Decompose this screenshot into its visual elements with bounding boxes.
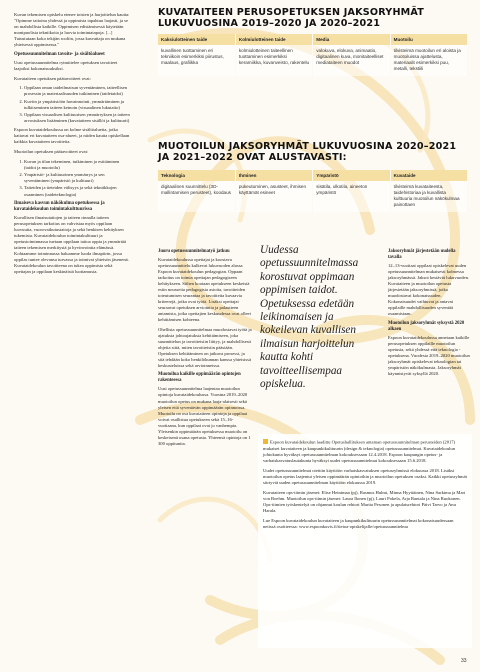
list-item: 3. Taiteiden ja tieteiden välisyys ja sekä tekniikkojen osaaminen (taideteknologia) xyxy=(24,185,130,197)
info-box xyxy=(258,434,472,648)
paragraph: Muotoilun opetuksen päätavoitteet ovat: xyxy=(14,149,89,155)
heading-design-groups-autumn: Muotoilun jaksoryhmät syksystä 2020 alkaen xyxy=(388,320,465,332)
table-header-row xyxy=(158,34,468,45)
info-paragraph: Kuvataiteen ops-tiimin jäsenet: Elise Heinimaa (pj), Rasmus Hulmi, Minna Hyytiäinen, Nina Sarkima ja Mari von Boehm. Muotoilun ops-tiimin jäsenet: Laura Ilonen (pj), Lauri Pokela, Arja Rantala ja Nina Ruokonen. Ops-tiimien työskentelyä on ohjannut koulun rehtori Marita Pesonen ja apulaisrehtori Päivi Tarvo ja Anu Harala. xyxy=(263,489,466,513)
page-number: 33 xyxy=(461,658,467,664)
heading-group-arrangement: Jaksoryhmät järjestetään uudella tavalla xyxy=(388,249,456,260)
info-paragraph: Uudet opetussuunnitelmat otettiin käyttöön varhaiskasvatuksen opetusryhmissä elokuussa 2018. Lisäksi muotoilun opetus laajentui yleisen oppimäärän opintoihin ja muotoilun opetuksen osaksi. Kaikki opetusryhmät siirtyvät uuden opetussuunnitelman käyttöön elokuussa 2019. xyxy=(263,467,467,485)
list-item: 3. Oppilaan visuaalisen kulttuurisen ymmärryksen ja taiteen arvostuksen lisääminen (kuvataiteen sisällöt ja kulttuurit) xyxy=(24,112,130,124)
table-cell: tilvisteimä kuvataiteesta, taidehistoriaa ja kuvallista kulttuuria muotoilun näkökulmaa painottaen xyxy=(390,181,467,212)
table-header-cell: Kuvataide xyxy=(390,170,467,181)
table-header-cell: Media xyxy=(313,34,390,45)
pull-quote: Uudessa opetussuunnitelmassa korostuvat oppimaan oppimisen taidot. Opetuksessa edetään leikinomaisen ja kokeilevan kuvallisen ilmaisun harjoittelun kautta kohti tavoitteellisempaa opiskelua. xyxy=(260,244,359,391)
paragraph: Uusi opetussuunnitelma laajentaa muotoilun opintoja kuvataidekoulussa. Vuosina 2019–2020 muotoilun opetus on mukana laaja-alaisesti sekä yleisen että syventävän oppimäärän opinnoissa. Muotoilu on osa kuvataiteen opintoja ja oppilaat voivat osallistua opetukseen sekä 15–16-vuotiaana, kun oppilaat ovat jo vanhempia. Yleisenkin oppimäärän opetuksessa muotoilu on keskeisenä osana opetusta. Yhteensä opintoja on 1 300 oppituntia. xyxy=(158,386,251,446)
heading-curriculum-areas: Opetussuunnitelman tavoite- ja sisältöalueet xyxy=(14,52,105,58)
table-header-cell: Ihminen xyxy=(235,170,312,181)
list-item: 2. Ympäristö- ja kulttuurinen ymmärrys ja sen syventäminen (ympäristö ja kulttuuri) xyxy=(24,172,130,184)
table-cell: kuvallinen tuottaminen eri tekniikoin esimerkiksi piirustus, maalaus, grafiikka xyxy=(158,45,235,76)
table-cell: valokuva, elokuva, animaatio, digitaalinen kuva, monitaiteelliset mediataiteen muodot xyxy=(313,45,390,76)
table-cell: sisätila, ulkotila, aineeton ympäristö xyxy=(313,181,390,212)
table-header-cell: Ympäristö xyxy=(313,170,390,181)
right-text-column xyxy=(388,246,470,380)
section-title-visual-arts-groups: KUVATAITEEN PERUSOPETUKSEN JAKSORYHMÄT LUKUVUOSINA 2019–2020 JA 2020–2021 xyxy=(158,7,425,29)
paragraph: Kuvataidekoulussa opettajat ja koostava opetussuunnittelu kulkevat lukuvuoden alussa Espoon kuvataidekoulun pedagogian. Oppaan tarkoitus on toimia opettajan pedagogiseen kehitykseen. Siihen kootaan opetukseen keskeisiä esiin nousseita pedagogisia asioita, tavoitteiden toteutumisen seurantaa ja tavoitteita kuvaavia kriteerejä, jotka ovat työtä. Lisäksi opettajat seuraavat opetuksen arviointia ja palautteen antamista, jotka opettajien keskuudessa ovat olleet kehittämisen kohteena. xyxy=(158,257,251,323)
paragraph: Uusi opetussuunnitelma rytmittelee opetuksen tavoitteet laajoiksi kokonaisuuksiksi. xyxy=(14,60,118,72)
info-text: Espoon kuvataidekoulun laadittu Opetushallituksen antaman opetussuunnitelman perusteiden (2017) mukaiset kuvataiteen ja kaupunkikulttuurin (design & teknologia) opetussuunnitelmat. Kuvataidekoulun johtokunta hyväksyi opetussuunnitelman kokouksessaan 12.4.2018. Espoon kaupungin opetus- ja varhaiskasvatuslautakunta hyväksyi uudet opetussuunnitelmat kokouksessaan 15.6.2018. xyxy=(263,439,456,463)
table-cell: kolmiulotteinen taiteellinen tuottaminen esimerkiksi keramiikka, kuvanveisto, rakentelu xyxy=(235,45,312,76)
table-header-cell: Teknologia xyxy=(158,170,235,181)
info-paragraph xyxy=(263,439,467,464)
design-groups-table xyxy=(158,170,468,212)
paragraph: Ohellista opetussuunnitelmaa muodostavat työtä ja ajatuksia johtoajatuksia kehittämiseen, joka suunnittelun ja tavoitteisiin liittyy, ja mahdollisesti ohjeita siitä, miten tavoitteisiin päästään. Opetuksen kehittäminen on jatkuva prosessi, ja sitä tehdään koko henkilökunnan kanssa yhteisissä keskusteluissa sekä arvioinneissa. xyxy=(158,326,252,369)
list-item: 2. Kuviin ja ympäristöön havainnointi, ymmärtäminen ja tulkitseminen taiteen keinoin (visuaalinen lukutaito) xyxy=(24,99,130,111)
paragraph: 12–13-vuotiaat oppilaat opiskelevat uuden opetussuunnitelman mukaisesti kolmessa jaksoryhmässä. Jaksot kestävät lukuvuoden. Kuvataiteen ja muotoilun opetusta järjestetään jaksoryhmissä, jotka muodostavat kokonaisuuden. Kokonaisuudet vaihtuvat ja antavat oppilaille mahdollisuuden syventää osaamistaan. xyxy=(388,263,470,317)
square-bullet-icon xyxy=(263,439,268,444)
paragraph: Kuvallisen ilmaisutaitojen ja taiteen rinnalla taiteen perusopetuksen tarkoitus on vahvistaa myös oppilaan luovuutta, vuorovaikutustaitoja ja sekä henkisen kehityksen tukemista. Kuvataidekoulun toimintakulttuuri ja opetustoiminnassa tuetaan oppilaan taitoa oppia ja ymmärtää taiteen tekemisen merkitystä ja hyvinvointia elämässä. Kohtaamme toiminnassa haluamme luoda ilmapiirin, jossa oppilas tuntee olevansa turvassa ja toimivat yhteisön jäsenenä. Kuvataidekoulun tavoitteena on tukea oppimista sekä opettajan ja oppilaan keskinäistä luottamusta. xyxy=(14,214,129,275)
heading-curriculum-work: Juoru opetussuunnitelmatyö jatkuu xyxy=(158,249,230,254)
table-header-cell: Muotoilu xyxy=(390,34,467,45)
heading-design-for-all: Muotoilua kaikille oppimäärän opintojen rakenteessa xyxy=(158,372,241,384)
paragraph: Espoon kuvataidekoulussa annetaan kaikille perusopetuksen oppilaille muotoilun opetusta, sekä yhdessä että teknologia -opetuksena. Vuodesta 2019–2020 muotoilun jaksoryhmät opiskelevat teknologian tai ympäristön näkökulmasta. Jaksoryhmät käynnistyvät syksyllä 2020. xyxy=(388,334,470,376)
intro-paragraph: Kuvan tekemisen opiskelu etenee toisten ja harjoittelun kautta: "Opimme taitoina yhdessä ja oppimista tapahtuu laajasti, ja se on mahdollista kaikille. Oppimisen edistämisessä käytetään monipuolisia tekniikoita ja luovia toimintatapoja. [...] Tutustutaan koko tekijän rooliin, jossa kasvattaja on mukana yhteisessä oppimisessa." xyxy=(14,12,130,48)
middle-text-column xyxy=(158,246,252,450)
design-goals-list xyxy=(24,159,130,198)
visual-arts-goals-list xyxy=(24,85,130,124)
table-row xyxy=(158,45,468,76)
section-title-design-groups: MUOTOILUN JAKSORYHMÄT LUKUVUOSINA 2020–2021 JA 2021–2022 OVAT ALUSTAVASTI: xyxy=(158,141,457,163)
paragraph: Espoon kuvataidekoulussa on kolme sisältöaluetta, jotka kattavat eri kuvataiteen osa-alueet, ja niiden kautta opiskellaan kaikkia kuvataiteen tavoitteita. xyxy=(14,127,130,145)
table-cell: digitaalinen suunnittelu (3D-mallintamisen perusteet), koodaus xyxy=(158,181,235,212)
table-row xyxy=(158,181,468,212)
left-text-column xyxy=(14,12,130,279)
list-item: 1. Oppilaan oman taideilmaisun syventäminen, taiteellisen prosessin ja materiaalisuuden tutkiminen (taidetaidot) xyxy=(24,85,130,97)
table-header-cell: Kolmiulotteinen taide xyxy=(235,34,312,45)
table-header-cell: Kaksiulotteinen taide xyxy=(158,34,235,45)
table-cell: pukeutuminen, asusteet, ihmisen käyttämät esineet xyxy=(235,181,312,212)
table-header-row xyxy=(158,170,468,181)
table-cell: tilvisteimä muotoilun eri aloista ja muotoiluissa ajattelusta, materiaalit esimerkiksi puu, metalli, tekstiili xyxy=(390,45,467,76)
info-paragraph: Lue Espoon kuvataidekoulun kuvataiteen ja kaupunkikulttuurin opetussuunnitelmat kokonaisuudessaan netissä osoitteessa: www.espoonkuvis.fi/tietoa-opiskelijalle/opetussuunnitelma xyxy=(263,517,454,529)
paragraph: Kuvataiteen opetuksen päätavoitteet ovat: xyxy=(14,75,91,81)
list-item: 1. Kuvan ja tilan tekeminen, tutkiminen ja esittäminen (taidot ja muotoilu) xyxy=(24,159,130,171)
visual-arts-groups-table xyxy=(158,34,468,76)
heading-growth-perspective: Ilmaiseva kasvun näkökulma opetuksessa ja kuvataidekoulun toimintakulttuurissa xyxy=(14,200,105,212)
